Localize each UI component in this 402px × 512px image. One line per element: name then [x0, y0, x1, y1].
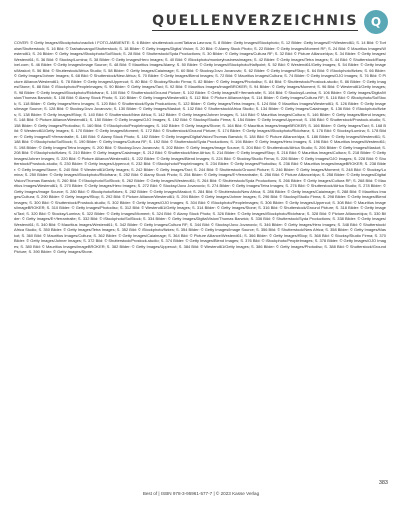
page-footer: Best of | ISBN 978-3-95961-577-7 | © 2023 Kasse Verlag [142, 491, 260, 496]
credits-text [14, 40, 386, 482]
section-letter-badge: Q [364, 10, 388, 34]
page-number: 383 [378, 480, 388, 486]
credits-paragraph: COVER: © Getty Images/iStockphoto/oraclick I FOTO-AMBIENTE: S. 6 Bilder: shutterstock.com/Tatiana Lavrova; S. 8 Bilder: Getty Images/iStockphoto; S. 12 Bilder: Getty Images/E+/Westend61; S. 14 Bild: © Tortoise/Shutterstock; S. 16 Bild: © Tashatuvango/Shutterstock; S. 18 Bilder: © Getty Images/Digital Vision; S. 20 Bild: © Alamy Stock Photo; S. 22 Bilder: © Getty Images/Moment RF; S. 24 Bild: © Mauritius Images/Westend61; S. 26 Bilder: © Getty Images/iStockphoto/SolStock; S. 28 Bild: © Shutterstock/Syda Productions; S. 30 Bilder: © Getty Images/Cultura RF; S. 32 Bild: © Picture Alliance/dpa; S. 34 Bilder: © Getty Images/Westend61; S. 36 Bild: © Stocksy/Lumina; S. 38 Bilder: © Getty Images/Hero Images; S. 40 Bild: © iStockphoto/monkeybusinessimages; S. 42 Bilder: © Getty Images/Tetra Images; S. 44 Bild: © Shutterstock/Rawpixel.com; S. 46 Bilder: © Getty Images/Image Source; S. 48 Bild: © Mauritius Images/Alamy; S. 50 Bilder: © Getty Images/iStockphoto/Halfpoint; S. 52 Bild: © Westend61/Getty Images; S. 54 Bilder: © Getty Images/Maskot; S. 56 Bild: © Shutterstock/Africa Studio; S. 58 Bilder: © Getty Images/Caiaimage; S. 60 Bild: © Stocksy/Jovo Jovanovic; S. 62 Bilder: © Getty Images/fStop; S. 64 Bild: © iStockphoto/fizkes; S. 66 Bilder: © Getty Images/Johner Images; S. 68 Bild: © Shutterstock/New Africa; S. 70 Bilder: © Getty Images/Blend Images; S. 72 Bild: © Mauritius Images/Cultura; S. 74 Bilder: © Getty Images/OJO Images; S. 76 Bild: © Picture Alliance/Westend61; S. 78 Bilder: © Getty Images/Uppercut; S. 80 Bild: © Stocksy/Studio Firma; S. 82 Bilder: © Getty Images/Photodisc; S. 84 Bild: © Shutterstock/Prostock-studio; S. 86 Bilder: © Getty Images/Stone; S. 88 Bild: © iStockphoto/PeopleImages; S. 90 Bilder: © Getty Images/Taxi; S. 92 Bild: © Mauritius Images/imageBROKER; S. 94 Bilder: © Getty Images/Moment; S. 96 Bild: © Westend61/Getty Images; S. 98 Bilder: © Getty Images/iStockphoto/Ridofranz; S. 100 Bild: © Shutterstock/Ground Picture; S. 102 Bilder: © Getty Images/E+/ferrantraite; S. 104 Bild: © Stocksy/Lumina; S. 106 Bilder: © Getty Images/DigitalVision/Thomas Barwick; S. 108 Bild: © Alamy Stock Photo; S. 110 Bilder: © Getty Images/Westend61; S. 112 Bild: © Picture Alliance/dpa; S. 114 Bilder: © Getty Images/Cultura RF; S. 116 Bild: © iStockphoto/SolStock; S. 118 Bilder: © Getty Images/Hero Images; S. 120 Bild: © Shutterstock/Syda Productions; S. 122 Bilder: © Getty Images/Tetra Images; S. 124 Bild: © Mauritius Images/Westend61; S. 126 Bilder: © Getty Images/Image Source; S. 128 Bild: © Stocksy/Jovo Jovanovic; S. 130 Bilder: © Getty Images/Maskot; S. 132 Bild: © Shutterstock/Africa Studio; S. 134 Bilder: © Getty Images/Caiaimage; S. 136 Bild: © iStockphoto/fizkes; S. 138 Bilder: © Getty Images/fStop; S. 140 Bild: © Shutterstock/New Africa; S. 142 Bilder: © Getty Images/Johner Images; S. 144 Bild: © Mauritius Images/Cultura; S. 146 Bilder: © Getty Images/Blend Images; S. 148 Bild: © Picture Alliance/Westend61; S. 150 Bilder: © Getty Images/OJO Images; S. 152 Bild: © Stocksy/Studio Firma; S. 154 Bilder: © Getty Images/Uppercut; S. 156 Bild: © Shutterstock/Prostock-studio; S. 158 Bilder: © Getty Images/Photodisc; S. 160 Bild: © iStockphoto/PeopleImages; S. 162 Bilder: © Getty Images/Stone; S. 164 Bild: © Mauritius Images/imageBROKER; S. 166 Bilder: © Getty Images/Taxi; S. 168 Bild: © Westend61/Getty Images; S. 170 Bilder: © Getty Images/Moment; S. 172 Bild: © Shutterstock/Ground Picture; S. 174 Bilder: © Getty Images/iStockphoto/Ridofranz; S. 176 Bild: © Stocksy/Lumina; S. 178 Bilder: © Getty Images/E+/ferrantraite; S. 180 Bild: © Alamy Stock Photo; S. 182 Bilder: © Getty Images/DigitalVision/Thomas Barwick; S. 184 Bild: © Picture Alliance/dpa; S. 186 Bilder: © Getty Images/Westend61; S. 188 Bild: © iStockphoto/SolStock; S. 190 Bilder: © Getty Images/Cultura RF; S. 192 Bild: © Shutterstock/Syda Productions; S. 194 Bilder: © Getty Images/Hero Images; S. 196 Bild: © Mauritius Images/Westend61; S. 198 Bilder: © Getty Images/Tetra Images; S. 200 Bild: © Stocksy/Jovo Jovanovic; S. 202 Bilder: © Getty Images/Image Source; S. 204 Bild: © Shutterstock/Africa Studio; S. 206 Bilder: © Getty Images/Maskot; S. 208 Bild: © iStockphoto/fizkes; S. 210 Bilder: © Getty Images/Caiaimage; S. 212 Bild: © Shutterstock/New Africa; S. 214 Bilder: © Getty Images/fStop; S. 216 Bild: © Mauritius Images/Cultura; S. 218 Bilder: © Getty Images/Johner Images; S. 220 Bild: © Picture Alliance/Westend61; S. 222 Bilder: © Getty Images/Blend Images; S. 224 Bild: © Stocksy/Studio Firma; S. 226 Bilder: © Getty Images/OJO Images; S. 228 Bild: © Shutterstock/Prostock-studio; S. 230 Bilder: © Getty Images/Uppercut; S. 232 Bild: © iStockphoto/PeopleImages; S. 234 Bilder: © Getty Images/Photodisc; S. 236 Bild: © Mauritius Images/imageBROKER; S. 238 Bilder: © Getty Images/Stone; S. 240 Bild: © Westend61/Getty Images; S. 242 Bilder: © Getty Images/Taxi; S. 244 Bild: © Shutterstock/Ground Picture; S. 246 Bilder: © Getty Images/Moment; S. 248 Bild: © Stocksy/Lumina; S. 250 Bilder: © Getty Images/iStockphoto/Ridofranz; S. 252 Bild: © Alamy Stock Photo; S. 254 Bilder: © Getty Images/E+/ferrantraite; S. 256 Bild: © Picture Alliance/dpa; S. 258 Bilder: © Getty Images/DigitalVision/Thomas Barwick; S. 260 Bild: © iStockphoto/SolStock; S. 262 Bilder: © Getty Images/Westend61; S. 264 Bild: © Shutterstock/Syda Productions; S. 266 Bilder: © Getty Images/Cultura RF; S. 268 Bild: © Mauritius Images/Westend61; S. 270 Bilder: © Getty Images/Hero Images; S. 272 Bild: © Stocksy/Jovo Jovanovic; S. 274 Bilder: © Getty Images/Tetra Images; S. 276 Bild: © Shutterstock/Africa Studio; S. 278 Bilder: © Getty Images/Image Source; S. 280 Bild: © iStockphoto/fizkes; S. 282 Bilder: © Getty Images/Maskot; S. 284 Bild: © Shutterstock/New Africa; S. 286 Bilder: © Getty Images/Caiaimage; S. 288 Bild: © Mauritius Images/Cultura; S. 290 Bilder: © Getty Images/fStop; S. 292 Bild: © Picture Alliance/Westend61; S. 294 Bilder: © Getty Images/Johner Images; S. 296 Bild: © Stocksy/Studio Firma; S. 298 Bilder: © Getty Images/Blend Images; S. 300 Bild: © Shutterstock/Prostock-studio; S. 302 Bilder: © Getty Images/OJO Images; S. 304 Bild: © iStockphoto/PeopleImages; S. 306 Bilder: © Getty Images/Uppercut; S. 308 Bild: © Mauritius Images/imageBROKER; S. 310 Bilder: © Getty Images/Photodisc; S. 312 Bild: © Westend61/Getty Images; S. 314 Bilder: © Getty Images/Stone; S. 316 Bild: © Shutterstock/Ground Picture; S. 318 Bilder: © Getty Images/Taxi; S. 320 Bild: © Stocksy/Lumina; S. 322 Bilder: © Getty Images/Moment; S. 324 Bild: © Alamy Stock Photo; S. 326 Bilder: © Getty Images/iStockphoto/Ridofranz; S. 328 Bild: © Picture Alliance/dpa; S. 330 Bilder: © Getty Images/E+/ferrantraite; S. 332 Bild: © iStockphoto/SolStock; S. 334 Bilder: © Getty Images/DigitalVision/Thomas Barwick; S. 336 Bild: © Shutterstock/Syda Productions; S. 338 Bilder: © Getty Images/Westend61; S. 340 Bild: © Mauritius Images/Westend61; S. 342 Bilder: © Getty Images/Cultura RF; S. 344 Bild: © Stocksy/Jovo Jovanovic; S. 346 Bilder: © Getty Images/Hero Images; S. 348 Bild: © Shutterstock/Africa Studio; S. 350 Bilder: © Getty Images/Tetra Images; S. 352 Bild: © iStockphoto/fizkes; S. 354 Bilder: © Getty Images/Image Source; S. 356 Bild: © Shutterstock/New Africa; S. 358 Bilder: © Getty Images/Maskot; S. 360 Bild: © Mauritius Images/Cultura; S. 362 Bilder: © Getty Images/Caiaimage; S. 364 Bild: © Picture Alliance/Westend61; S. 366 Bilder: © Getty Images/fStop; S. 368 Bild: © Stocksy/Studio Firma; S. 370 Bilder: © Getty Images/Johner Images; S. 372 Bild: © Shutterstock/Prostock-studio; S. 374 Bilder: © Getty Images/Blend Images; S. 376 Bild: © iStockphoto/PeopleImages; S. 378 Bilder: © Getty Images/OJO Images; S. 380 Bild: © Mauritius Images/imageBROKER; S. 382 Bilder: © Getty Images/Uppercut; S. 384 Bild: © Westend61/Getty Images; S. 386 Bilder: © Getty Images/Photodisc; S. 388 Bild: © Shutterstock/Ground Picture; S. 390 Bilder: © Getty Images/Stone. [14, 40, 386, 254]
page-title: QUELLENVERZEICHNIS [152, 13, 358, 29]
page-header [152, 10, 388, 34]
